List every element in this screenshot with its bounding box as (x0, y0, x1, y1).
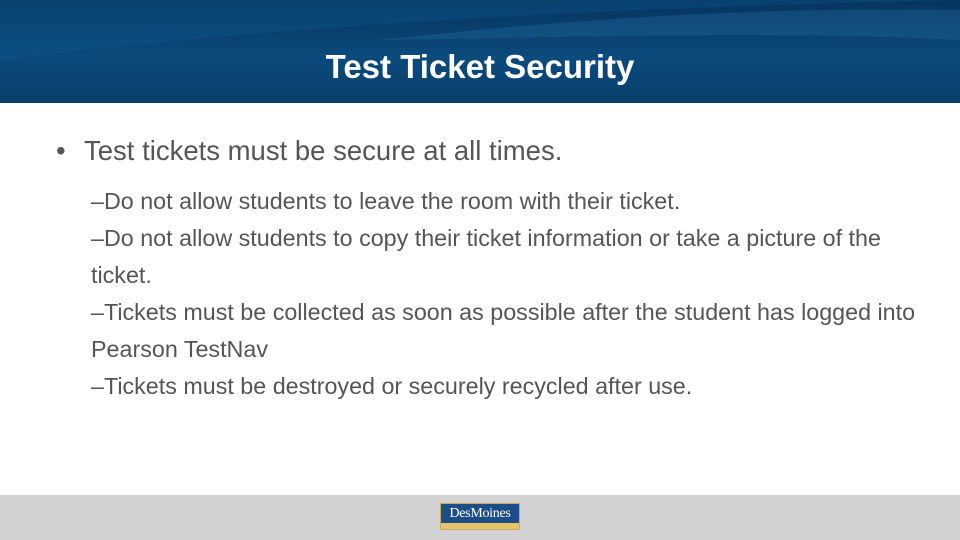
sub-bullet-item: –Tickets must be collected as soon as possible after the student has logged into Pearson TestNav (91, 299, 916, 362)
page-title: Test Ticket Security (325, 48, 635, 85)
sub-bullet-item: –Do not allow students to leave the room with their ticket. (91, 188, 681, 214)
sub-bullet-item: –Tickets must be destroyed or securely recycled after use. (91, 373, 693, 399)
slide-body (56, 132, 916, 405)
title-banner (0, 0, 960, 103)
des-moines-public-schools-logo-icon (440, 503, 520, 530)
main-bullet-text: Test tickets must be secure at all times. (84, 135, 563, 166)
logo-wordmark: DesMoines (449, 506, 511, 521)
sub-bullet-list (56, 183, 916, 405)
logo-gold-band (441, 523, 519, 529)
bullet-marker: • (56, 135, 66, 166)
sub-bullet-item: –Do not allow students to copy their ticket information or take a picture of the ticket. (91, 225, 881, 288)
main-bullet (56, 132, 916, 170)
